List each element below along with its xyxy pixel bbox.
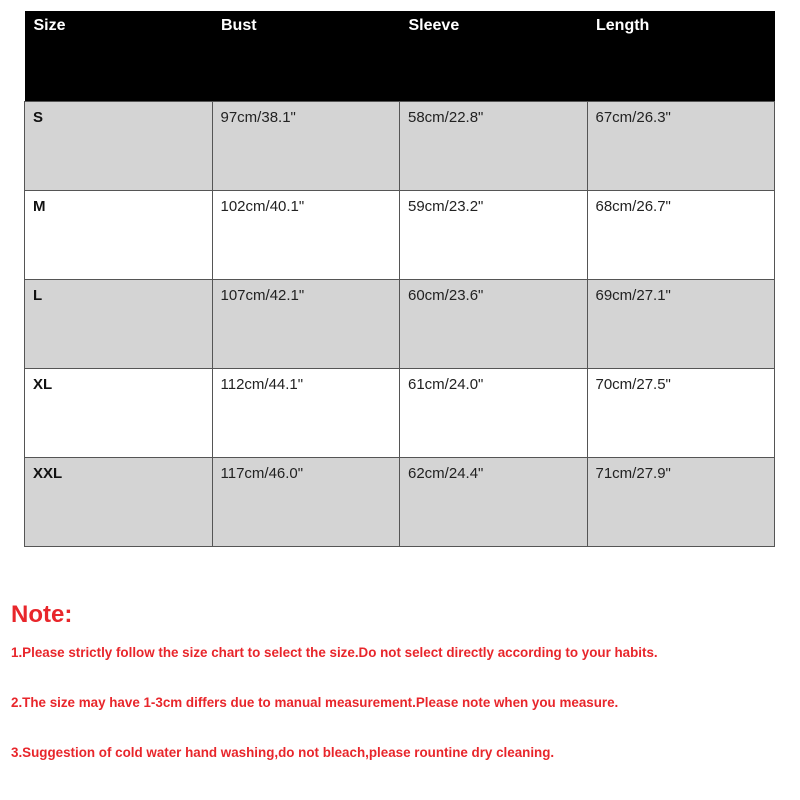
sleeve-cell: 60cm/23.6" — [400, 279, 588, 368]
header-length: Length — [587, 11, 775, 101]
bust-cell: 107cm/42.1" — [212, 279, 400, 368]
sleeve-cell: 59cm/23.2" — [400, 190, 588, 279]
table-row — [25, 457, 775, 546]
header-size: Size — [25, 11, 213, 101]
bust-cell: 97cm/38.1" — [212, 101, 400, 190]
length-cell: 67cm/26.3" — [587, 101, 775, 190]
table-header-row — [25, 11, 775, 101]
note-item: 2.The size may have 1-3cm differs due to manual measurement.Please note when you measure. — [11, 695, 619, 710]
note-item: 1.Please strictly follow the size chart to select the size.Do not select directly according to your habits. — [11, 645, 658, 660]
note-item: 3.Suggestion of cold water hand washing,do not bleach,please rountine dry cleaning. — [11, 745, 555, 760]
bust-cell: 102cm/40.1" — [212, 190, 400, 279]
size-cell: XL — [25, 368, 213, 457]
size-chart-table — [24, 11, 775, 547]
bust-cell: 112cm/44.1" — [212, 368, 400, 457]
length-cell: 70cm/27.5" — [587, 368, 775, 457]
length-cell: 69cm/27.1" — [587, 279, 775, 368]
sleeve-cell: 58cm/22.8" — [400, 101, 588, 190]
header-bust: Bust — [212, 11, 400, 101]
length-cell: 68cm/26.7" — [587, 190, 775, 279]
header-sleeve: Sleeve — [400, 11, 588, 101]
size-cell: XXL — [25, 457, 213, 546]
table-row — [25, 279, 775, 368]
length-cell: 71cm/27.9" — [587, 457, 775, 546]
table-row — [25, 101, 775, 190]
note-title: Note: — [11, 601, 73, 628]
table-row — [25, 190, 775, 279]
size-cell: L — [25, 279, 213, 368]
sleeve-cell: 61cm/24.0" — [400, 368, 588, 457]
bust-cell: 117cm/46.0" — [212, 457, 400, 546]
size-cell: S — [25, 101, 213, 190]
size-cell: M — [25, 190, 213, 279]
table-row — [25, 368, 775, 457]
sleeve-cell: 62cm/24.4" — [400, 457, 588, 546]
